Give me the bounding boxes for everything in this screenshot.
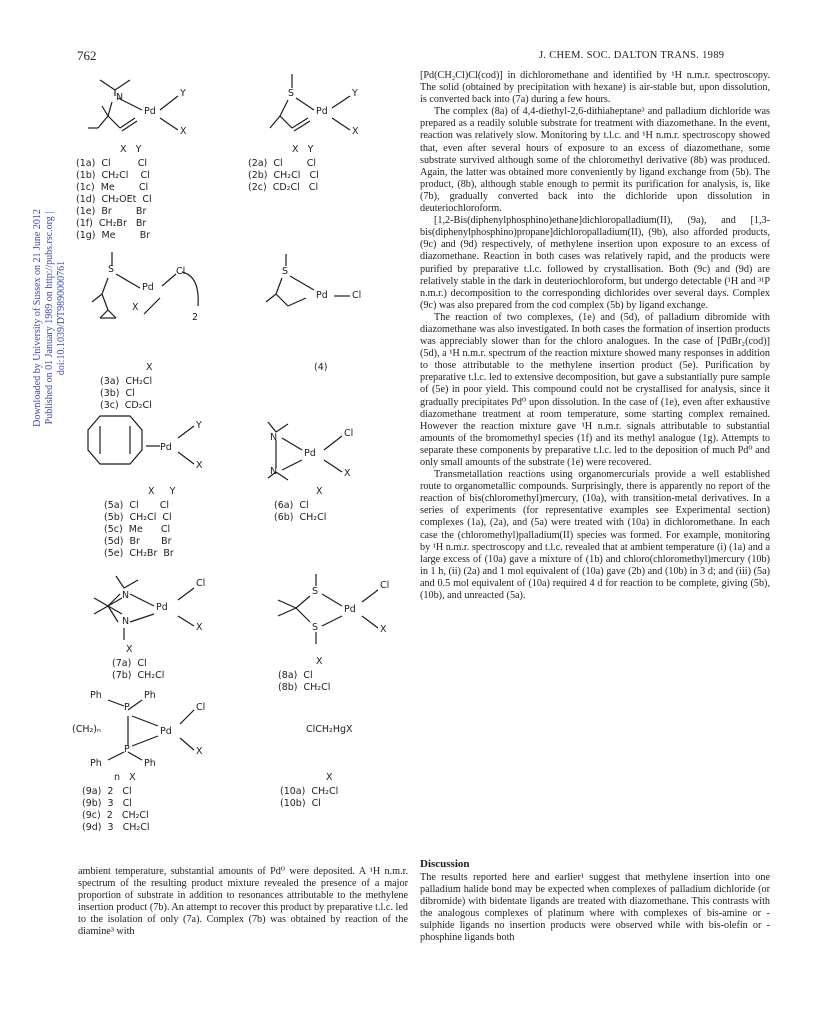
structure-2-drawing [270,74,350,131]
atom-x: X [180,126,187,137]
subscript-2: 2 [192,312,199,323]
atom-x: X [344,468,351,479]
s9-table: (9a) 2 Cl (9b) 3 Cl (9c) 2 CH₂Cl (9d) 3 CH₂Cl [82,786,150,833]
s10-x-header: X [326,772,333,783]
atom-s: S [312,622,319,633]
atom-n: N [122,616,130,627]
structure-9-drawing [108,700,194,760]
atom-pd: Pd [316,106,328,117]
left-column-text [78,866,408,939]
s10-formula: ClCH₂HgX [306,724,353,735]
structure-8-drawing [278,574,378,644]
atom-n: N [270,432,278,443]
right-column-text [420,70,770,602]
atom-pd: Pd [304,448,316,459]
atom-x: X [380,624,387,635]
s9-nx-header: n X [114,772,136,783]
s3-table: (3a) CH₂Cl (3b) Cl (3c) CD₂Cl [100,376,153,411]
sidebar-doi-line[interactable]: Published on 01 January 1989 on http://pubs.rsc.org | doi:10.1039/DT9890000761 [44,211,67,425]
s3-x-header: X [146,362,153,373]
atom-cl: Cl [352,290,362,301]
atom-s: S [108,264,115,275]
paragraph: Transmetallation reactions using organomercurials provide a well established route to organometallic compounds. Surprisingly, there is apparently no report of the reaction of bis(chloromethyl)mercury, (10a), with transition-metal derivatives. In a series of experiments (for representative examples see Experimental section) complexes (1a), (2a), and (5a) were treated with (10a) in dichloromethane. In each case the (chloromethyl)palladium(II) species was formed. For example, monitoring by ¹H n.m.r. spectroscopy and t.l.c. revealed that at ambient temperature (i) (1a) and a large excess of (10a) gave a mixture of (1b) and chloro(chloromethyl)mercury (10b) in 1 h, (ii) (2a) and 1 mol equivalent of (10a) gave (2b) and (10b) in 3 d; and (iii) (5a) and 0.5 mol equivalent of (10a) required 4 d for reaction to be complete, giving (5b), (10b), and unreacted (5a). [420,469,770,602]
atom-n: N [116,92,124,103]
s6-table: (6a) Cl (6b) CH₂Cl [274,500,327,523]
s2-xy-header: X Y [292,144,314,155]
s8-x-header: X [316,656,323,667]
paragraph: [1,2-Bis(diphenylphosphino)ethane]dichloropalladium(II), (9a), and [1,3-bis(diphenylphosphino)propane]dichloropalladium(II), (9b), also afforded products, (9c) and (9d) respectively, of methylene insertion upon exposure to an excess of diazomethane. Reaction in both cases was relatively rapid, and the products were purified by preparative t.l.c. followed by crystallisation. Both (9c) and (9d) are relatively stable in the dark in deuteriochloroform, but undergo detectable (¹H and ³¹P n.m.r.) decomposition to the corresponding dichlorides over several days. Complex (9c) was also prepared from the cod complex (5b) by ligand exchange. [420,215,770,311]
atom-s: S [312,586,319,597]
atom-x: X [352,126,359,137]
paragraph: The complex (8a) of 4,4-diethyl-2,6-dithiaheptane³ and palladium dichloride was prepared as a readily soluble substrate for treatment with diazomethane. In the event, reaction was relatively slow. Monitoring by t.l.c. and ¹H n.m.r. spectroscopy showed that, even after several hours of exposure to an excess of diazomethane, some substrate survived although some of the chloromethyl derivative (8b) was produced. Again, the latter was obtained more conveniently by ligand exchange from (5b). The product, (8b), although stable enough to permit its purification for analysis, is, like (7b), gradually converted back into the dichloride upon dissolution in deuteriochloroform. [420,106,770,215]
atom-s: S [288,88,295,99]
structure-panel [70,66,410,856]
atom-x: X [132,302,139,313]
atom-x: X [196,460,203,471]
atom-pd: Pd [144,106,156,117]
atom-pd: Pd [316,290,328,301]
atom-ph: Ph [90,758,102,769]
s5-xy-header: X Y [148,486,176,497]
atom-y: Y [196,420,202,431]
atom-p: P [124,744,130,755]
s1-table: (1a) Cl Cl (1b) CH₂Cl Cl (1c) Me Cl (1d) CH₂OEt Cl (1e) Br Br (1f) CH₂Br Br (1g) Me Br [76,158,152,241]
sidebar-download-line[interactable]: Downloaded by University of Sussex on 21 June 2012 [32,209,43,427]
atom-pd: Pd [142,282,154,293]
download-sidebar [32,173,68,463]
structure-7-drawing [94,576,194,640]
s8-table: (8a) Cl (8b) CH₂Cl [278,670,331,693]
atom-p: P [124,702,130,713]
structure-1-drawing [88,80,178,131]
discussion-text [420,872,770,945]
s4-label: (4) [314,362,328,373]
s6-x-header: X [316,486,323,497]
structure-5-drawing [88,416,194,464]
s1-xy-header: X Y [120,144,142,155]
atom-ph: Ph [90,690,102,701]
atom-cl: Cl [176,266,186,277]
atom-x: X [196,746,203,757]
atom-cl: Cl [344,428,354,439]
atom-y: Y [180,88,186,99]
s5-table: (5a) Cl Cl (5b) CH₂Cl Cl (5c) Me Cl (5d) Br Br (5e) CH₂Br Br [104,500,174,559]
atom-pd: Pd [344,604,356,615]
page-number: 762 [77,48,97,63]
atom-cl: Cl [196,578,206,589]
s2-table: (2a) Cl Cl (2b) CH₂Cl Cl (2c) CD₂Cl Cl [248,158,319,193]
s10-table: (10a) CH₂Cl (10b) Cl [280,786,339,809]
atom-ph: Ph [144,690,156,701]
atom-pd: Pd [160,442,172,453]
section-heading-discussion: Discussion [420,858,470,870]
atom-x: X [196,622,203,633]
atom-y: Y [352,88,358,99]
atom-cl: Cl [196,702,206,713]
atom-pd: Pd [160,726,172,737]
structure-4-drawing [266,254,350,306]
paragraph: The results reported here and earlier¹ suggest that methylene insertion into one palladium halide bond may be expected when complexes of palladium dichloride (or dibromide) with bidentate ligands are treated with diazomethane. This contrasts with the analogous complexes of platinum where with complexes of bis-amine or -sulphide ligands no insertion products were observed while with bis-olefin or -phosphine ligands both [420,872,770,944]
atom-n: N [122,590,130,601]
atom-ch2n: (CH₂)ₙ [72,724,101,735]
running-header: J. CHEM. SOC. DALTON TRANS. 1989 [539,50,725,61]
paragraph: The reaction of two complexes, (1e) and (5d), of palladium dibromide with diazomethane was also investigated. In both cases the formation of insertion products was appreciably slower than for the chloro analogues. In the case of [PdBr₂(cod)] (5d), a ¹H n.m.r. spectrum of the reaction mixture showed many responses in addition to those attributable to the methylene insertion product (5e). Purification by preparative t.l.c. led to extensive decomposition, but gave a substantially pure sample of (5e) in poor yield. This compound could not be crystallised for analysis, since it gradually precipitates Pd⁰ upon dissolution. In the case of (1e), even after exhaustive diazomethane treatment at room temperature, some starting complex remained. However the reaction mixture gave ¹H n.m.r. signals attributable to substantial amounts of the bromomethyl species (1f) and its methyl analogue (1g). Attempts to separate these components by preparative t.l.c. led to the deposition of much Pd⁰ and only small amounts of the substrate (1e) were recovered. [420,311,770,468]
atom-n: N [270,466,278,477]
s7-x-header: X [126,644,133,655]
atom-ph: Ph [144,758,156,769]
s7-table: (7a) Cl (7b) CH₂Cl [112,658,165,681]
atom-cl: Cl [380,580,390,591]
paragraph: [Pd(CH₂Cl)Cl(cod)] in dichloromethane and identified by ¹H n.m.r. spectroscopy. The solid (obtained by precipitation with hexane) is air-stable but, upon dissolution, is converted back into (7a) during a few hours. [420,70,770,106]
atom-s: S [282,266,289,277]
atom-pd: Pd [156,602,168,613]
paragraph: ambient temperature, substantial amounts of Pd⁰ were deposited. A ¹H n.m.r. spectrum of the resulting product mixture revealed the presence of a major proportion of substrate in addition to resonances attributable to the methylene insertion product (7b). An attempt to recover this product by preparative t.l.c. led to the isolation of only (7a). Complex (7b) was obtained by reaction of the diamine³ with [78,866,408,938]
